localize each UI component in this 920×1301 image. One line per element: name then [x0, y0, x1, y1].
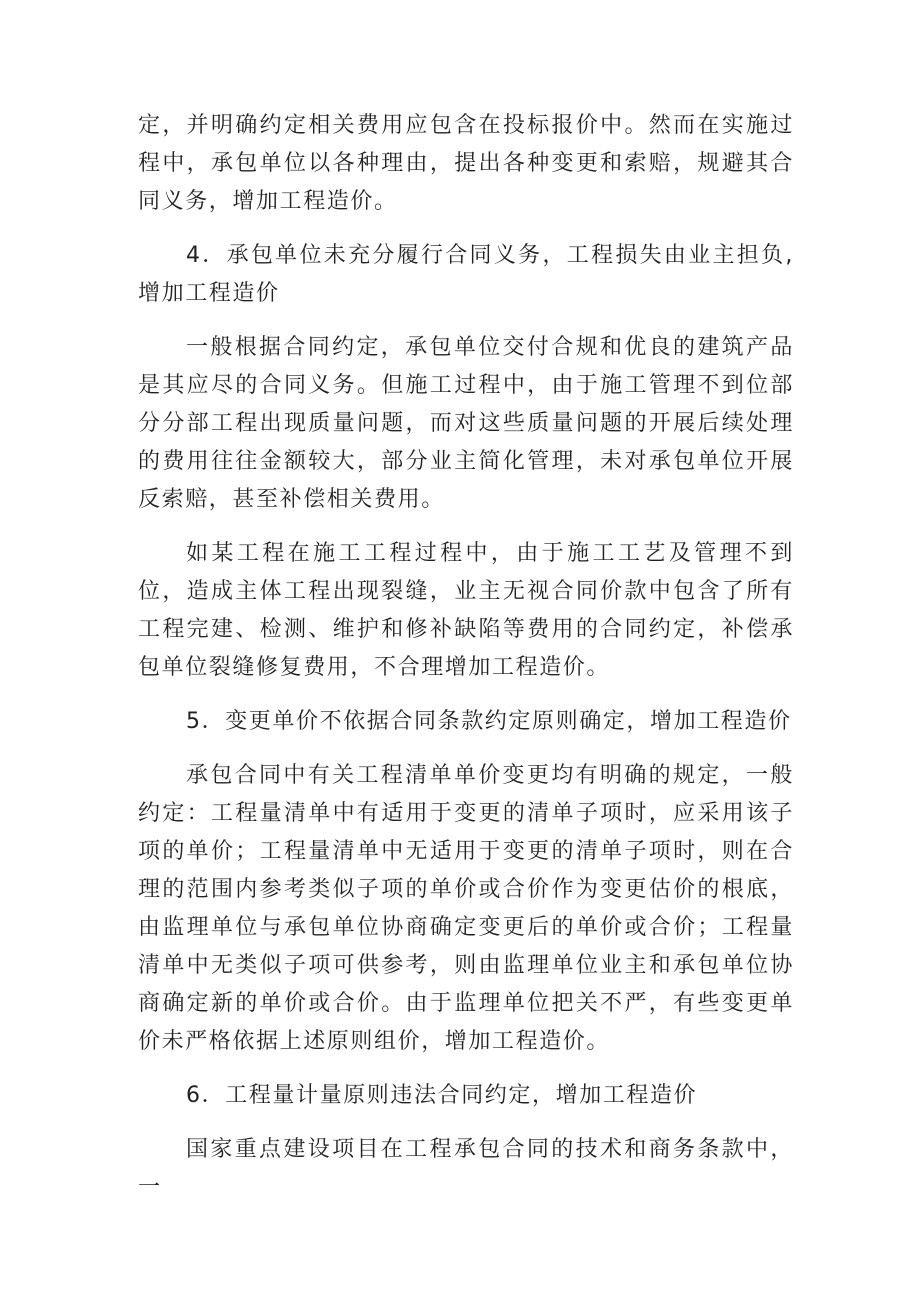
paragraph-example-crack: 如某工程在施工工程过程中，由于施工工艺及管理不到位，造成主体工程出现裂缝，业主无视合同价款中包含了所有工程完建、检测、维护和修补缺陷等费用的合同约定，补偿承包单位裂缝修复费用，不合理增加工程造价。 [138, 541, 794, 680]
paragraph-unit-price-change: 承包合同中有关工程清单单价变更均有明确的规定，一般约定：工程量清单中有适用于变更的清单子项时，应采用该子项的单价；工程量清单中无适用于变更的清单子项时，则在合理的范围内参考类似子项的单价或合价作为变更估价的根底，由监理单位与承包单位协商确定变更后的单价或合价；工程量清单中无类似子项可供参考，则由监理单位业主和承包单位协商确定新的单价或合价。由于监理单位把关不严，有些变更单价未严格依据上述原则组价，增加工程造价。 [138, 763, 794, 1054]
section-heading-5: 5．变更单价不依据合同条款约定原则确定，增加工程造价 [186, 709, 792, 734]
section-heading-6: 6．工程量计量原则违法合同约定，增加工程造价 [186, 1083, 698, 1108]
paragraph-national-projects: 国家重点建设项目在工程承包合同的技术和商务条款中，一 [138, 1137, 794, 1200]
section-heading-4: 4．承包单位未充分履行合同义务，工程损失由业主担负,增加工程造价 [138, 243, 794, 306]
document-body [138, 107, 794, 1223]
paragraph-contract-obligation: 一般根据合同约定，承包单位交付合规和优良的建筑产品是其应尽的合同义务。但施工过程中，由于施工管理不到位部分分部工程出现质量问题，而对这些质量问题的开展后续处理的费用往往金额较大，部分业主简化管理，未对承包单位开展反索赔，甚至补偿相关费用。 [138, 335, 794, 512]
paragraph-continuation: 定，并明确约定相关费用应包含在投标报价中。然而在实施过程中，承包单位以各种理由，提出各种变更和索赔，规避其合同义务，增加工程造价。 [138, 113, 794, 214]
